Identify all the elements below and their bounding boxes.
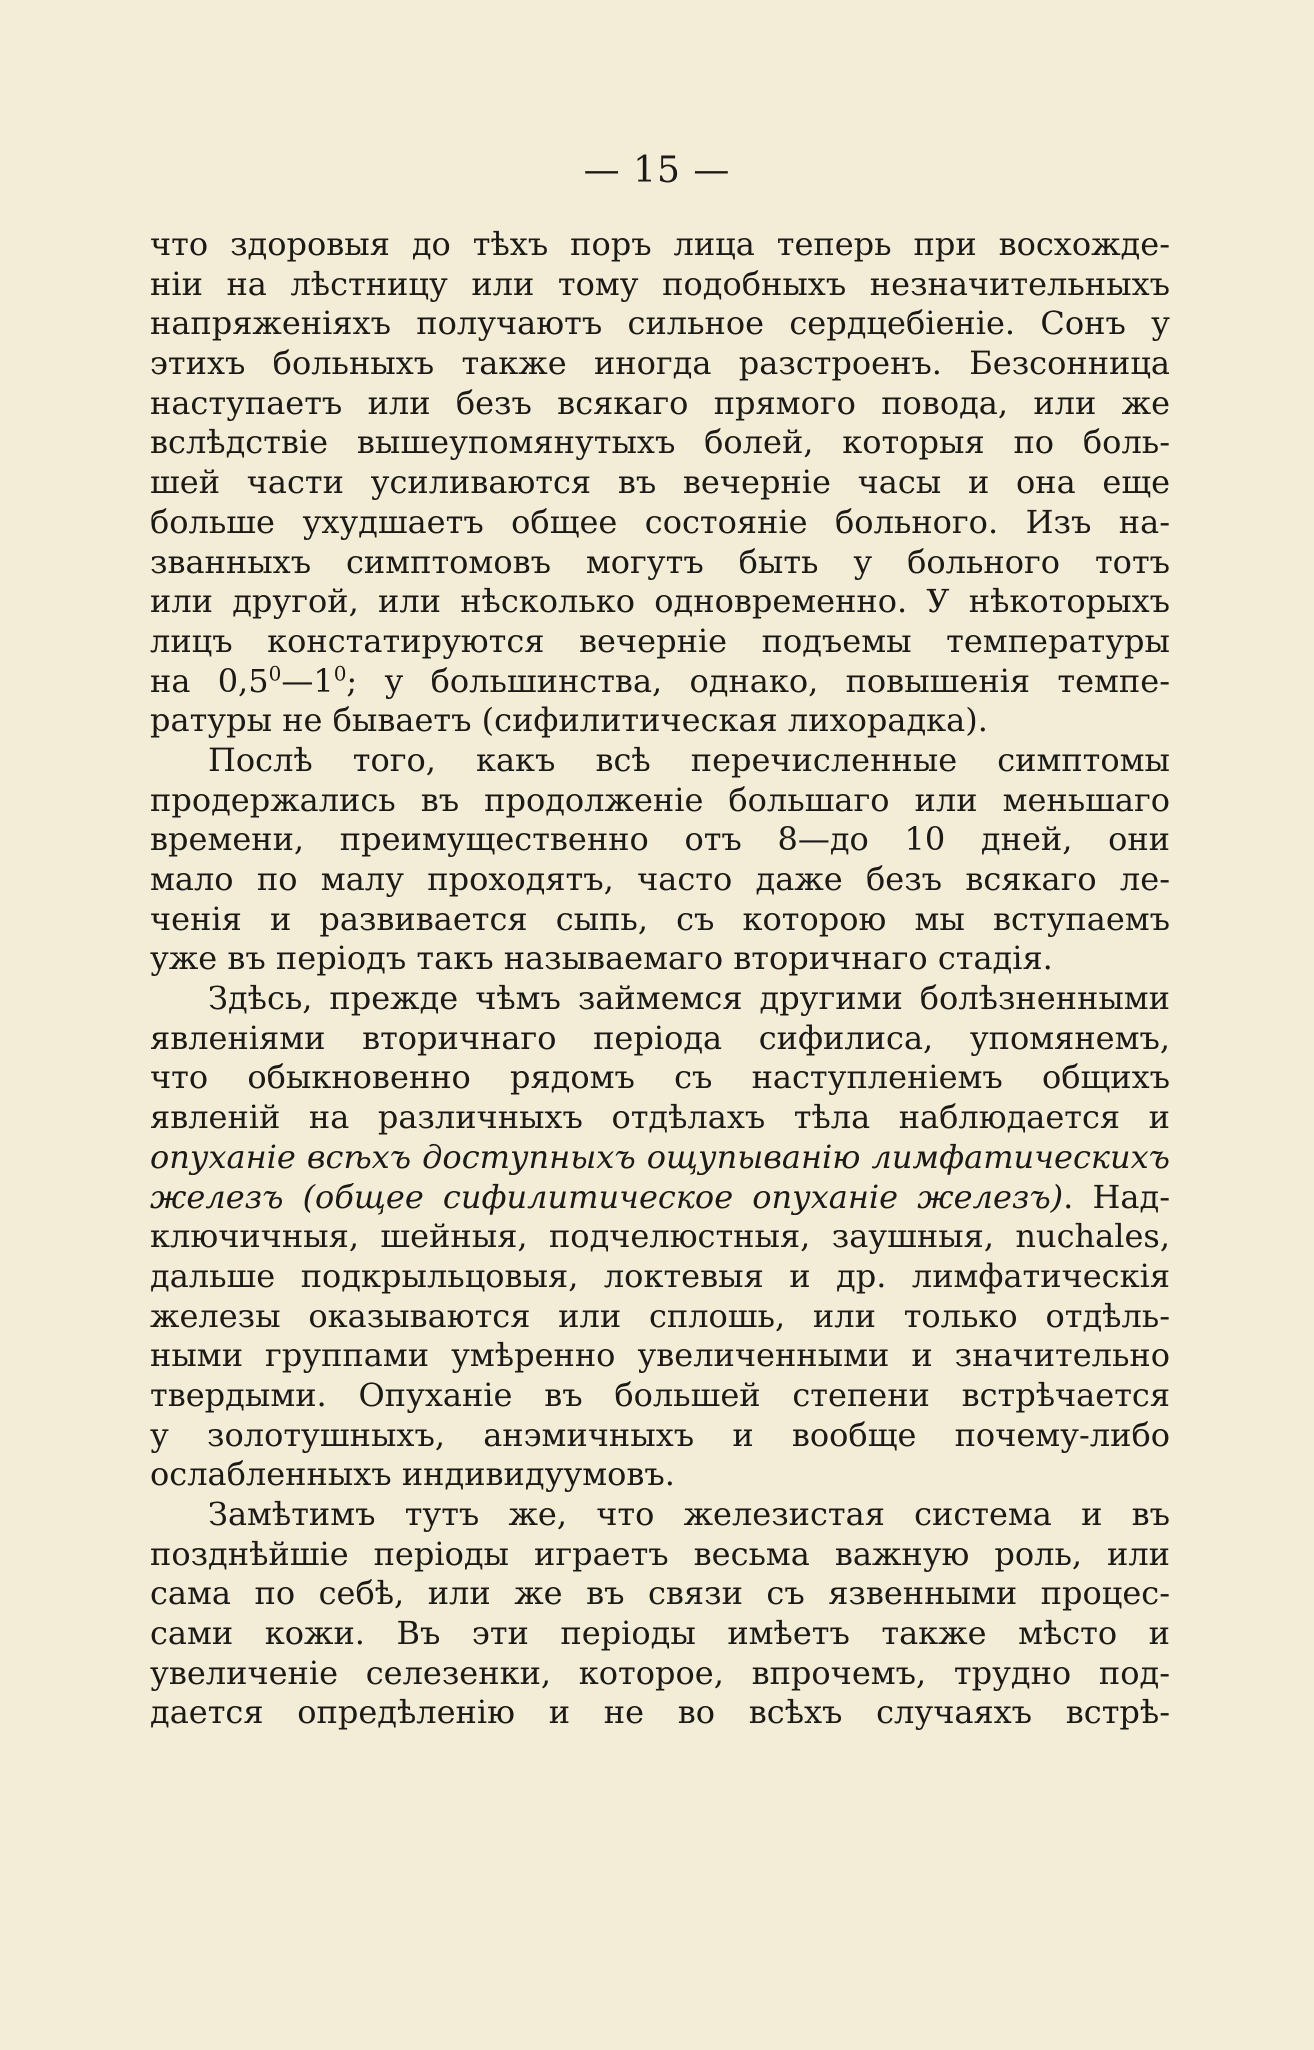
text-segment: —1 bbox=[281, 661, 334, 700]
body-text bbox=[150, 225, 1170, 1733]
text-segment: ослабленныхъ индивидуумовъ. bbox=[150, 1455, 675, 1494]
text-line bbox=[150, 344, 1170, 384]
text-line bbox=[150, 225, 1170, 265]
text-line bbox=[150, 1416, 1170, 1456]
text-segment: этихъ больныхъ также иногда разстроенъ. Безсонница bbox=[150, 344, 1170, 383]
text-segment: шей части усиливаются въ вечернiе часы и она еще bbox=[150, 463, 1170, 502]
text-segment: явленiй на различныхъ отдѣлахъ тѣла наблюдается и bbox=[150, 1098, 1170, 1137]
text-line bbox=[150, 423, 1170, 463]
text-segment: напряженiяхъ получаютъ сильное сердцебiенiе. Сонъ у bbox=[150, 304, 1170, 343]
text-segment: ратуры не бываетъ (сифилитическая лихорадка). bbox=[150, 701, 988, 740]
text-segment: званныхъ симптомовъ могутъ быть у больного тотъ bbox=[150, 542, 1170, 581]
superscript: 0 bbox=[268, 661, 282, 685]
text-segment: лицъ констатируются вечернiе подъемы температуры bbox=[150, 621, 1170, 660]
text-line bbox=[150, 543, 1170, 583]
text-segment: дальше подкрыльцовыя, локтевыя и др. лимфатическiя bbox=[150, 1256, 1170, 1295]
text-segment: твердыми. Опуханiе въ большей степени встрѣчается bbox=[150, 1375, 1170, 1414]
text-segment: больше ухудшаетъ общее состоянiе больного. Изъ на- bbox=[150, 502, 1170, 541]
text-line bbox=[150, 1693, 1170, 1733]
text-segment: ченiя и развивается сыпь, съ которою мы вступаемъ bbox=[150, 899, 1170, 938]
text-segment: сама по себѣ, или же въ связи съ язвенными процес- bbox=[150, 1574, 1170, 1613]
text-segment: нiи на лѣстницу или тому подобныхъ незначительныхъ bbox=[150, 264, 1170, 303]
text-segment: уже въ перiодъ такъ называемаго вторичнаго стадiя. bbox=[150, 939, 1053, 978]
text-line bbox=[150, 820, 1170, 860]
italic-text: опуханiе всѣхъ доступныхъ ощупыванiю лимфатическихъ bbox=[150, 1137, 1170, 1176]
text-segment: времени, преимущественно отъ 8—до 10 дней, они bbox=[150, 820, 1170, 859]
text-line bbox=[150, 939, 1170, 979]
text-line bbox=[150, 1019, 1170, 1059]
text-segment: мало по малу проходятъ, часто даже безъ всякаго ле- bbox=[150, 860, 1170, 898]
text-segment: что здоровыя до тѣхъ поръ лица теперь при восхожде- bbox=[150, 225, 1170, 263]
text-line bbox=[150, 1455, 1170, 1495]
text-line bbox=[150, 1614, 1170, 1654]
text-line bbox=[150, 1297, 1170, 1337]
text-line bbox=[150, 1376, 1170, 1416]
text-line bbox=[150, 265, 1170, 305]
text-line bbox=[150, 1098, 1170, 1138]
text-segment: вслѣдствiе вышеупомянутыхъ болей, которыя по боль- bbox=[150, 423, 1170, 462]
text-segment: ными группами умѣренно увеличенными и значительно bbox=[150, 1336, 1170, 1375]
page-number: — 15 — bbox=[583, 150, 731, 191]
text-segment: продержались въ продолженiе большаго или меньшаго bbox=[150, 780, 1170, 819]
text-segment: Замѣтимъ тутъ же, что железистая система и въ bbox=[208, 1495, 1170, 1533]
text-segment: на 0,5 bbox=[150, 661, 269, 700]
text-segment: ; у большинства, однако, повышенiя темпе- bbox=[346, 661, 1170, 700]
text-segment: что обыкновенно рядомъ съ наступленiемъ общихъ bbox=[150, 1058, 1170, 1097]
text-segment: дается опредѣленiю и не во всѣхъ случаяхъ встрѣ- bbox=[150, 1693, 1170, 1732]
text-segment: позднѣйшiе перiоды играетъ весьма важную роль, или bbox=[150, 1534, 1170, 1573]
text-segment: сами кожи. Въ эти перiоды имѣетъ также мѣсто и bbox=[150, 1614, 1170, 1653]
text-line bbox=[150, 860, 1170, 900]
text-segment: Здѣсь, прежде чѣмъ займемся другими болѣзненными bbox=[208, 979, 1170, 1018]
text-line bbox=[150, 979, 1170, 1019]
superscript: 0 bbox=[333, 661, 347, 685]
text-line bbox=[150, 463, 1170, 503]
text-line bbox=[150, 662, 1170, 702]
text-line bbox=[150, 304, 1170, 344]
text-line bbox=[150, 741, 1170, 781]
text-line bbox=[150, 1654, 1170, 1694]
text-line bbox=[150, 1336, 1170, 1376]
text-segment: увеличенiе селезенки, которое, впрочемъ, трудно под- bbox=[150, 1653, 1170, 1692]
text-line bbox=[150, 781, 1170, 821]
text-line bbox=[150, 1495, 1170, 1535]
text-line bbox=[150, 1535, 1170, 1575]
text-line bbox=[150, 622, 1170, 662]
text-line bbox=[150, 701, 1170, 741]
italic-text: железъ (общее сифилитическое опуханiе железъ) bbox=[150, 1177, 1064, 1216]
text-segment: у золотушныхъ, анэмичныхъ и вообще почему-либо bbox=[150, 1415, 1170, 1454]
text-segment: наступаетъ или безъ всякаго прямого повода, или же bbox=[150, 383, 1170, 422]
text-line bbox=[150, 384, 1170, 424]
text-line bbox=[150, 1058, 1170, 1098]
text-segment: или другой, или нѣсколько одновременно. У нѣкоторыхъ bbox=[150, 582, 1170, 621]
text-segment: . Над- bbox=[1063, 1177, 1170, 1216]
text-line bbox=[150, 503, 1170, 543]
text-line bbox=[150, 1574, 1170, 1614]
text-segment: ключичныя, шейныя, подчелюстныя, заушныя, nuchales, bbox=[150, 1217, 1170, 1256]
text-line bbox=[150, 900, 1170, 940]
text-segment: Послѣ того, какъ всѣ перечисленные симптомы bbox=[208, 740, 1170, 779]
text-line bbox=[150, 582, 1170, 622]
text-line bbox=[150, 1138, 1170, 1178]
text-line bbox=[150, 1178, 1170, 1218]
text-segment: явленiями вторичнаго перiода сифилиса, упомянемъ, bbox=[150, 1018, 1170, 1057]
text-line bbox=[150, 1257, 1170, 1297]
text-segment: железы оказываются или сплошь, или только отдѣль- bbox=[150, 1296, 1170, 1335]
text-line bbox=[150, 1217, 1170, 1257]
